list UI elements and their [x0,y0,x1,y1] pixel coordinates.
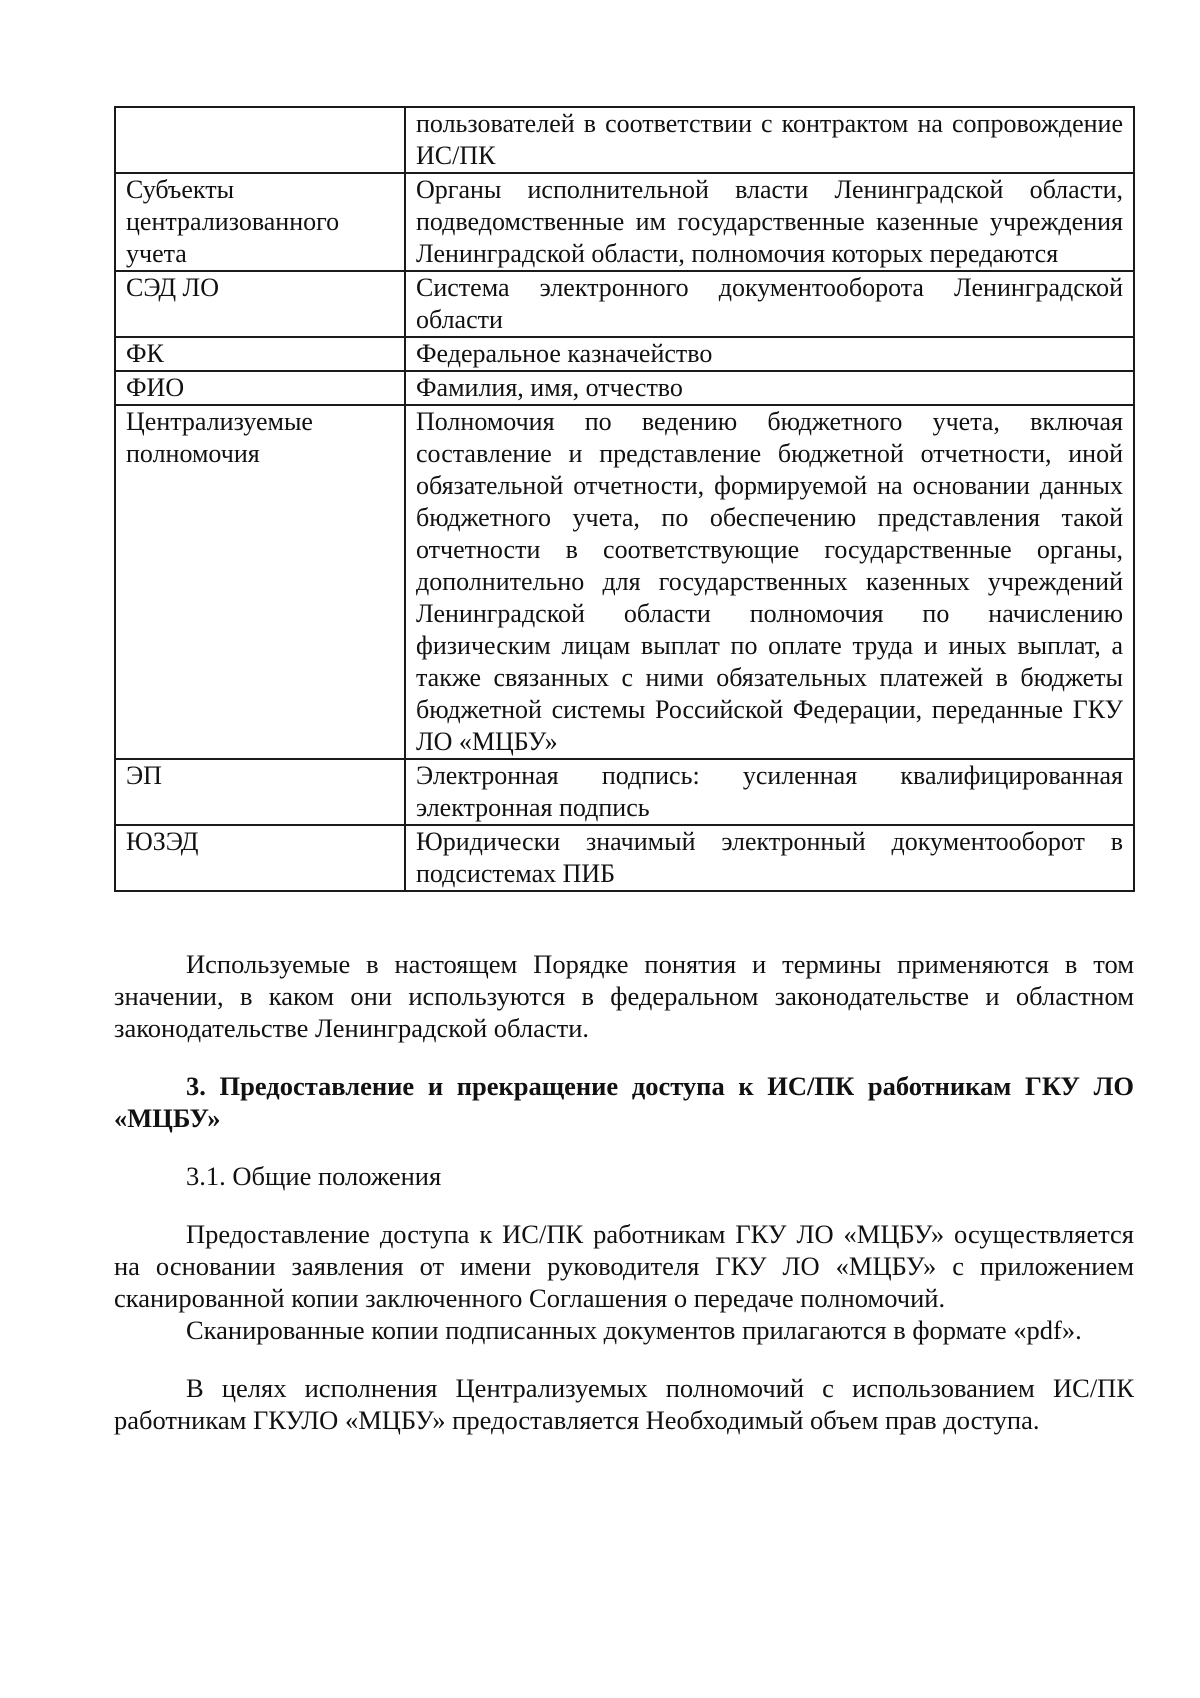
table-row [115,825,1134,891]
document-page [114,106,1134,1436]
glossary-definition: пользователей в соответствии с контрактом на сопровождение ИС/ПК [405,107,1134,173]
glossary-definition: Юридически значимый электронный документооборот в подсистемах ПИБ [405,825,1134,891]
table-row [115,107,1134,173]
glossary-table [114,106,1135,892]
table-row [115,271,1134,337]
table-row [115,371,1134,405]
glossary-term: Субъекты централизованного учета [115,173,405,271]
glossary-definition: Федеральное казначейство [405,337,1134,371]
glossary-term: ЮЗЭД [115,825,405,891]
access-paragraph: Предоставление доступа к ИС/ПК работникам ГКУ ЛО «МЦБУ» осуществляется на основании заявления от имени руководителя ГКУ ЛО «МЦБУ» с приложением сканированной копии заключенного Соглашения о передаче полномочий. [114,1219,1134,1313]
scans-paragraph: Сканированные копии подписанных документов прилагаются в формате «pdf». [186,1315,1082,1345]
table-row [115,337,1134,371]
glossary-term: ЭП [115,759,405,825]
glossary-term [115,107,405,173]
section-heading: 3. Предоставление и прекращение доступа к ИС/ПК работникам ГКУ ЛО «МЦБУ» [114,1071,1134,1133]
table-row [115,759,1134,825]
glossary-definition: Полномочия по ведению бюджетного учета, включая составление и представление бюджетной отчетности, иной обязательной отчетности, формируемой на основании данных бюджетного учета, по обеспечению представления такой отчетности в соответствующие государственные органы, дополнительно для государственных казенных учреждений Ленинградской области полномочия по начислению физическим лицам выплат по оплате труда и иных выплат, а также связанных с ними обязательных платежей в бюджеты бюджетной системы Российской Федерации, переданные ГКУ ЛО «МЦБУ» [405,405,1134,759]
glossary-term: СЭД ЛО [115,271,405,337]
glossary-term: ФИО [115,371,405,405]
subsection-heading: 3.1. Общие положения [186,1161,442,1191]
glossary-definition: Фамилия, имя, отчество [405,371,1134,405]
glossary-term: ФК [115,337,405,371]
table-row [115,405,1134,759]
intro-paragraph: Используемые в настоящем Порядке понятия и термины применяются в том значении, в каком они используются в федеральном законодательстве и областном законодательстве Ленинградской области. [114,949,1134,1043]
glossary-definition: Система электронного документооборота Ленинградской области [405,271,1134,337]
table-row [115,173,1134,271]
glossary-definition: Электронная подпись: усиленная квалифицированная электронная подпись [405,759,1134,825]
glossary-term: Централизуемые полномочия [115,405,405,759]
rights-paragraph: В целях исполнения Централизуемых полномочий с использованием ИС/ПК работникам ГКУЛО «МЦБУ» предоставляется Необходимый объем прав доступа. [114,1373,1134,1435]
glossary-definition: Органы исполнительной власти Ленинградской области, подведомственные им государственные казенные учреждения Ленинградской области, полномочия которых передаются [405,173,1134,271]
